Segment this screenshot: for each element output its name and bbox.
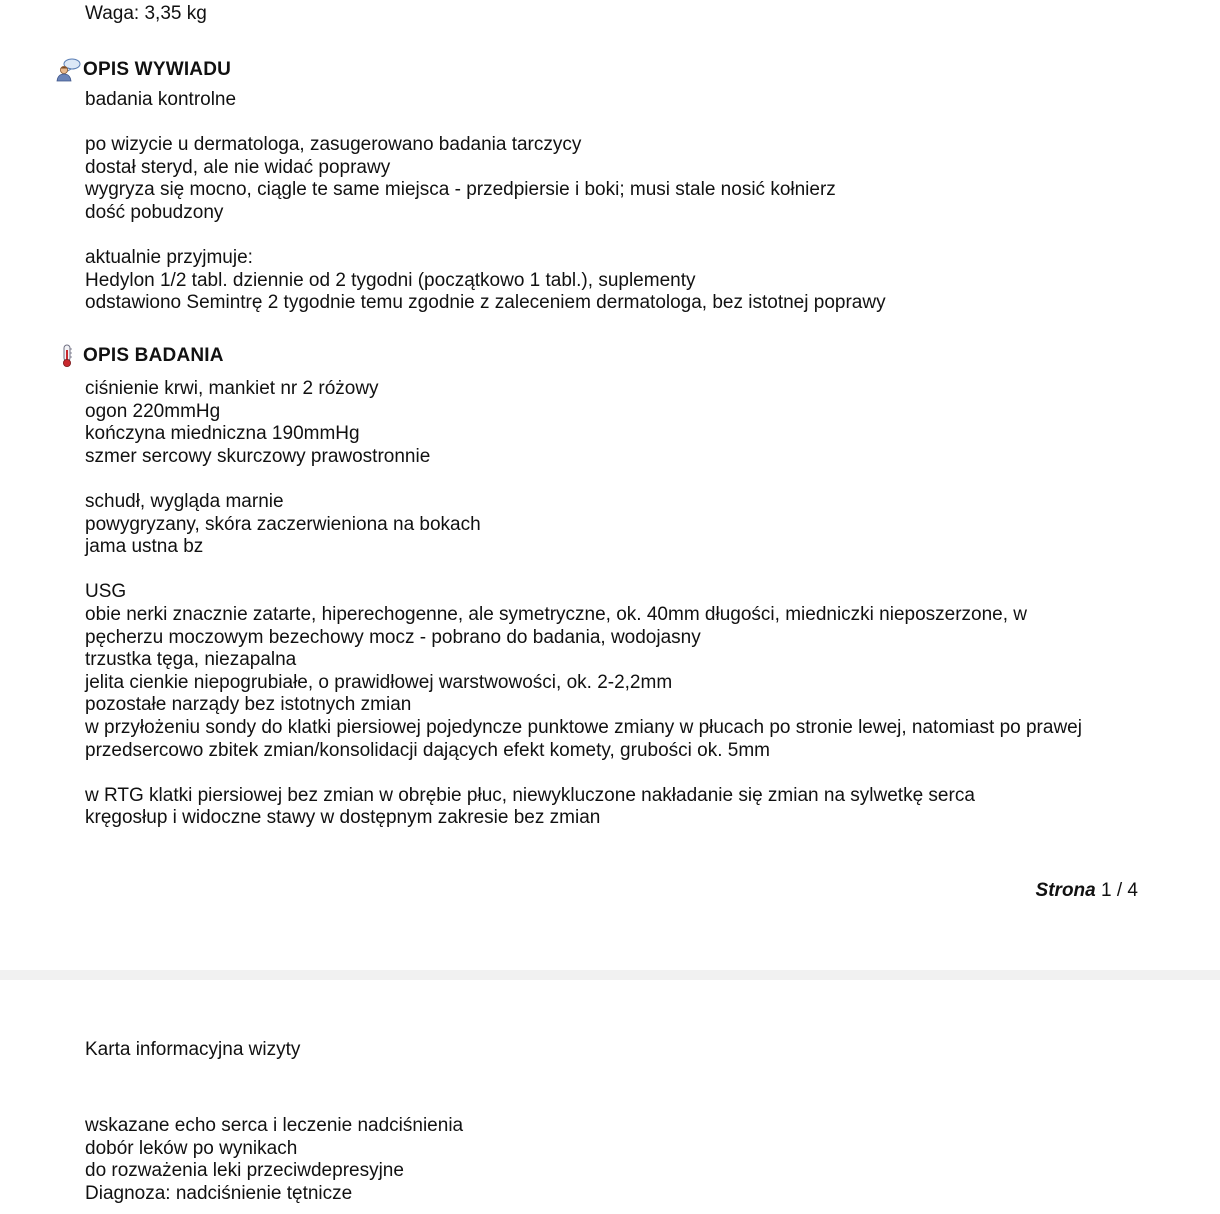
- exam-lines: [85, 378, 1082, 830]
- exam-heading: [55, 344, 224, 368]
- exam-line: szmer sercowy skurczowy prawostronnie: [85, 445, 431, 467]
- exam-line: kręgosłup i widoczne stawy w dostępnym zakresie bez zmian: [85, 807, 601, 829]
- exam-line: w RTG klatki piersiowej bez zmian w obrębie płuc, niewykluczone nakładanie się zmian na sylwetkę serca: [85, 784, 975, 806]
- exam-line: ogon 220mmHg: [85, 400, 221, 422]
- history-heading: [55, 58, 231, 82]
- page-number-total: / 4: [1116, 880, 1138, 901]
- document-page-2: [0, 980, 1220, 1214]
- blank-line: [85, 112, 886, 135]
- page-number-current: 1: [1101, 880, 1112, 901]
- blank-line: [85, 468, 1082, 491]
- exam-line: trzustka tęga, niezapalna: [85, 649, 297, 671]
- exam-line: kończyna miedniczna 190mmHg: [85, 423, 360, 445]
- exam-line: USG: [85, 581, 127, 603]
- exam-line: jama ustna bz: [85, 536, 204, 558]
- blank-line: [85, 762, 1082, 785]
- page-number-label: Strona: [1035, 880, 1096, 901]
- page-header: Karta informacyjna wizyty: [85, 1039, 301, 1060]
- page-number: [1036, 880, 1138, 902]
- exam-title: OPIS BADANIA: [83, 345, 224, 366]
- thermometer-icon: [55, 344, 81, 368]
- blank-line: [85, 559, 1082, 582]
- history-line: aktualnie przyjmuje:: [85, 247, 253, 269]
- history-title: OPIS WYWIADU: [83, 59, 232, 80]
- history-line: dostał steryd, ale nie widać poprawy: [85, 156, 391, 178]
- summary-lines: [85, 1115, 463, 1205]
- summary-line: Diagnoza: nadciśnienie tętnicze: [85, 1182, 353, 1204]
- history-line: dość pobudzony: [85, 201, 224, 223]
- weight-line: Waga: 3,35 kg: [85, 3, 207, 24]
- exam-line: schudł, wygląda marnie: [85, 490, 284, 512]
- history-line: odstawiono Semintrę 2 tygodnie temu zgodnie z zaleceniem dermatologa, bez istotnej poprawy: [85, 292, 886, 314]
- summary-line: dobór leków po wynikach: [85, 1137, 298, 1159]
- exam-line: ciśnienie krwi, mankiet nr 2 różowy: [85, 378, 379, 399]
- summary-line: do rozważenia leki przeciwdepresyjne: [85, 1160, 404, 1182]
- exam-line: pęcherzu moczowym bezechowy mocz - pobrano do badania, wodojasny: [85, 626, 701, 648]
- history-lines: [85, 89, 886, 315]
- person-chat-icon: [55, 58, 81, 82]
- summary-line: wskazane echo serca i leczenie nadciśnienia: [85, 1115, 464, 1136]
- history-line: po wizycie u dermatologa, zasugerowano badania tarczycy: [85, 134, 582, 156]
- history-line: badania kontrolne: [85, 89, 237, 110]
- page-separator: [0, 970, 1220, 980]
- blank-line: [85, 225, 886, 248]
- exam-line: pozostałe narządy bez istotnych zmian: [85, 694, 412, 716]
- exam-line: powygryzany, skóra zaczerwieniona na bokach: [85, 513, 481, 535]
- history-line: Hedylon 1/2 tabl. dziennie od 2 tygodni (początkowo 1 tabl.), suplementy: [85, 269, 696, 291]
- exam-line: w przyłożeniu sondy do klatki piersiowej pojedyncze punktowe zmiany w płucach po stronie lewej, natomiast po prawej: [85, 716, 1082, 738]
- exam-line: obie nerki znacznie zatarte, hiperechogenne, ale symetryczne, ok. 40mm długości, miedniczki nieposzerzone, w: [85, 603, 1028, 625]
- exam-line: jelita cienkie niepogrubiałe, o prawidłowej warstwowości, ok. 2-2,2mm: [85, 671, 673, 693]
- history-line: wygryza się mocno, ciągle te same miejsca - przedpiersie i boki; musi stale nosić kołnierz: [85, 179, 836, 201]
- exam-line: przedsercowo zbitek zmian/konsolidacji dających efekt komety, grubości ok. 5mm: [85, 739, 770, 761]
